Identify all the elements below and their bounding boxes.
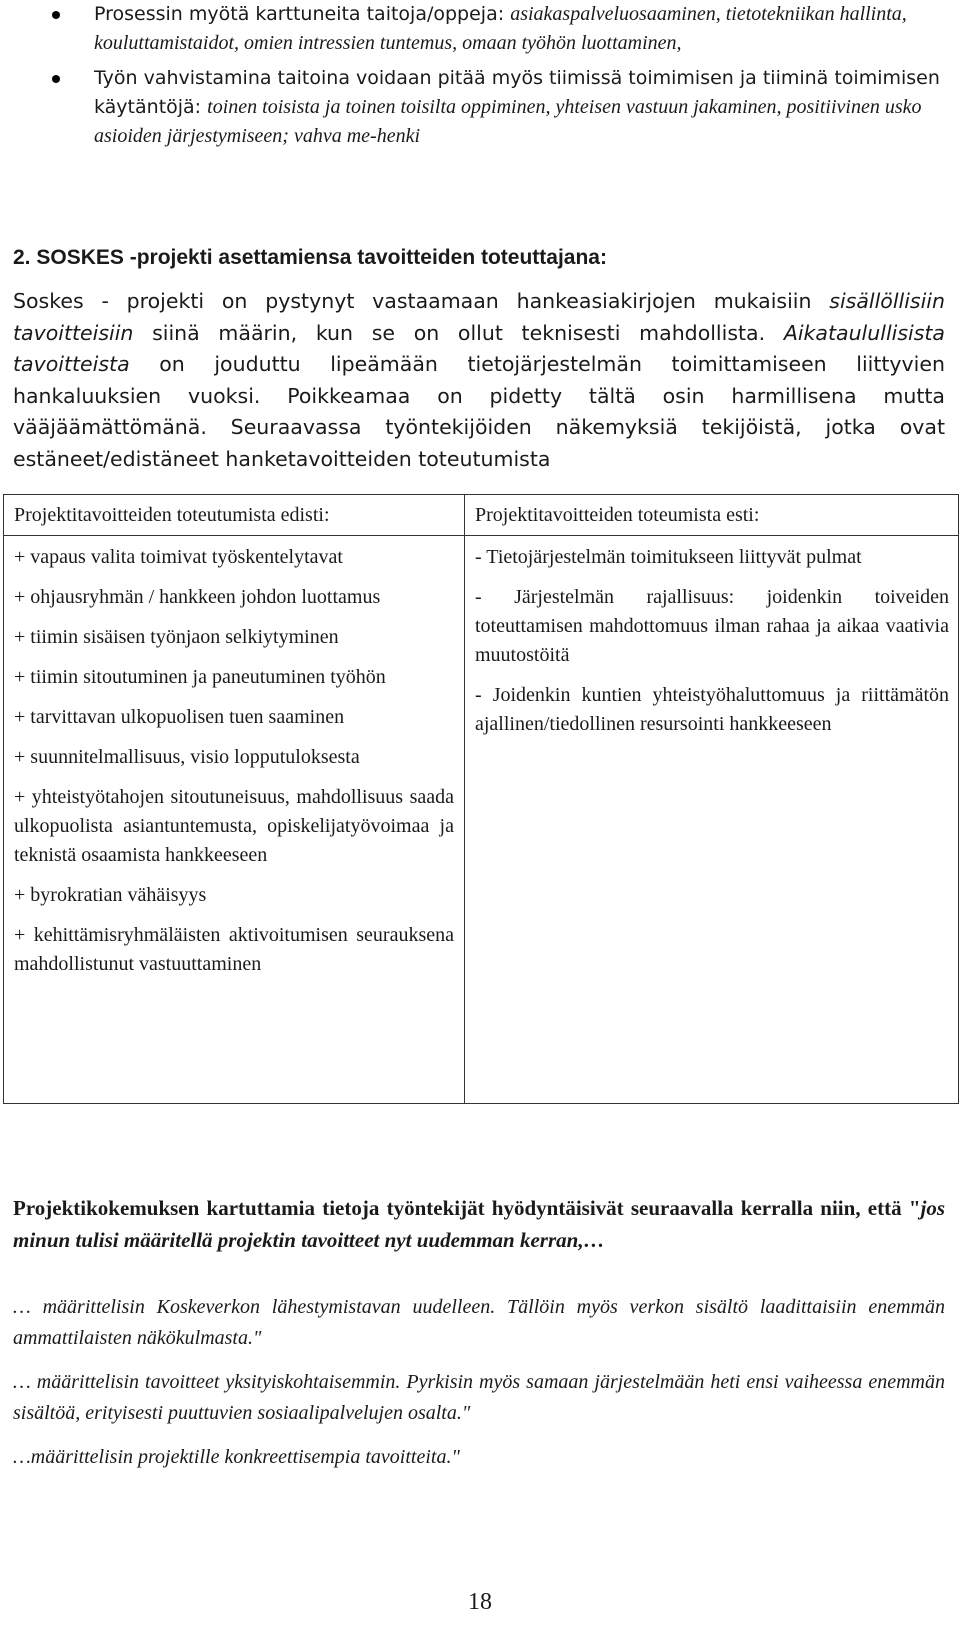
table-cell-item: + suunnitelmallisuus, visio lopputuloksesta [14, 746, 360, 768]
table-cell-item: + ohjausryhmän / hankkeen johdon luottamus [14, 586, 381, 608]
table-cell-item: + byrokratian vähäisyys [14, 884, 207, 906]
quote-list [13, 1292, 945, 1486]
bullet-list [52, 0, 942, 157]
quote-item: … määrittelisin Koskeverkon lähestymistavan uudelleen. Tällöin myös verkon sisältö laadittaisiin enemmän ammattilaisten näkökulmasta." [13, 1296, 945, 1349]
promoting-list [14, 535, 454, 979]
table-column-hindering [475, 495, 949, 750]
table-cell-item: + tarvittavan ulkopuolisen tuen saaminen [14, 706, 345, 728]
table-header-promoting: Projektitavoitteiden toteutumista edisti: [14, 504, 330, 526]
bullet-dot-icon [52, 11, 60, 19]
paragraph-text: on jouduttu lipeämään tietojärjestelmän toimittamiseen liittyvien hankaluuksien vuoksi. Poikkeamaa on pidetty tältä osin harmillisena mutta vääjäämättömänä. Seuraavassa työntekijöiden näkemyksiä tekijöistä, jotka ovat estäneet/edistäneet hanketavoitteiden toteutumista [13, 352, 945, 471]
table-cell-item: + kehittämisryhmäläisten aktivoitumisen seurauksena mahdollistunut vastuuttaminen [14, 924, 454, 975]
paragraph-text: siinä määrin, kun se on ollut teknisesti mahdollista. [133, 320, 784, 345]
quote-item: … määrittelisin tavoitteet yksityiskohtaisemmin. Pyrkisin myös samaan järjestelmään heti ensi vaiheessa enemmän sisältöä, erityisesti puuttuvien sosiaalipalvelujen osalta." [13, 1371, 945, 1424]
table-column-promoting [14, 495, 454, 990]
bullet-italic-text: toinen toisista ja toinen toisilta oppiminen, yhteisen vastuun jakaminen, positiivinen usko asioiden järjestymiseen; vahva me-henki [94, 96, 922, 147]
bullet-italic-text: asiakaspalveluosaaminen, tietotekniikan hallinta, kouluttamistaidot, omien intressien tuntemus, omaan työhön luottaminen, [94, 3, 907, 54]
table-cell-item: + tiimin sisäisen työnjaon selkiytyminen [14, 626, 339, 648]
table-cell-item: + tiimin sitoutuminen ja paneutuminen työhön [14, 666, 386, 688]
paragraph-italic: sisällöllisiin tavoitteisiin [13, 289, 945, 345]
paragraph-italic: Aikataulullisista tavoitteista [13, 320, 945, 376]
summary-bold-italic: jos minun tulisi määritellä projektin tavoitteet nyt uudemman kerran,… [13, 1196, 945, 1252]
summary-bold: Projektikokemuksen kartuttamia tietoja työntekijät hyödyntäisivät seuraavalla kerralla niin, että " [13, 1196, 921, 1220]
hindering-list [475, 535, 949, 739]
paragraph-text: Soskes - projekti on pystynyt vastaamaan hankeasiakirjojen mukaisiin [13, 289, 830, 313]
bullet-dot-icon [52, 75, 60, 83]
bullet-text: Prosessin myötä karttuneita taitoja/oppeja: [94, 3, 511, 25]
table-cell-item: + vapaus valita toimivat työskentelytavat [14, 546, 343, 568]
bullet-item [52, 0, 942, 58]
table-column-divider [464, 495, 465, 1103]
quote-item: …määrittelisin projektille konkreettisempia tavoitteita." [13, 1446, 460, 1468]
table-header-hindering: Projektitavoitteiden toteumista esti: [475, 504, 760, 526]
table-cell-item: - Joidenkin kuntien yhteistyöhaluttomuus ja riittämätön ajallinen/tiedollinen resursointi hankkeeseen [475, 684, 949, 735]
bullet-item [52, 64, 942, 151]
body-paragraph [13, 286, 945, 475]
summary-heading [13, 1192, 945, 1256]
bullet-text: Työn vahvistamina taitoina voidaan pitää myös tiimissä toimimisen ja tiiminä toimimisen käytäntöjä: [94, 67, 940, 118]
table-cell-item: - Järjestelmän rajallisuus: joidenkin toiveiden toteuttamisen mahdottomuus ilman rahaa ja aikaa vaativia muutostöitä [475, 586, 949, 666]
table-cell-item: + yhteistyötahojen sitoutuneisuus, mahdollisuus saada ulkopuolista asiantuntemusta, opiskelijatyövoimaa ja teknistä osaamista hankkeeseen [14, 786, 454, 866]
section-heading: 2. SOSKES -projekti asettamiensa tavoitteiden toteuttajana: [13, 246, 607, 269]
page-number: 18 [468, 1589, 492, 1615]
factors-table [3, 494, 959, 1104]
table-cell-item: - Tietojärjestelmän toimitukseen liittyvät pulmat [475, 546, 862, 568]
